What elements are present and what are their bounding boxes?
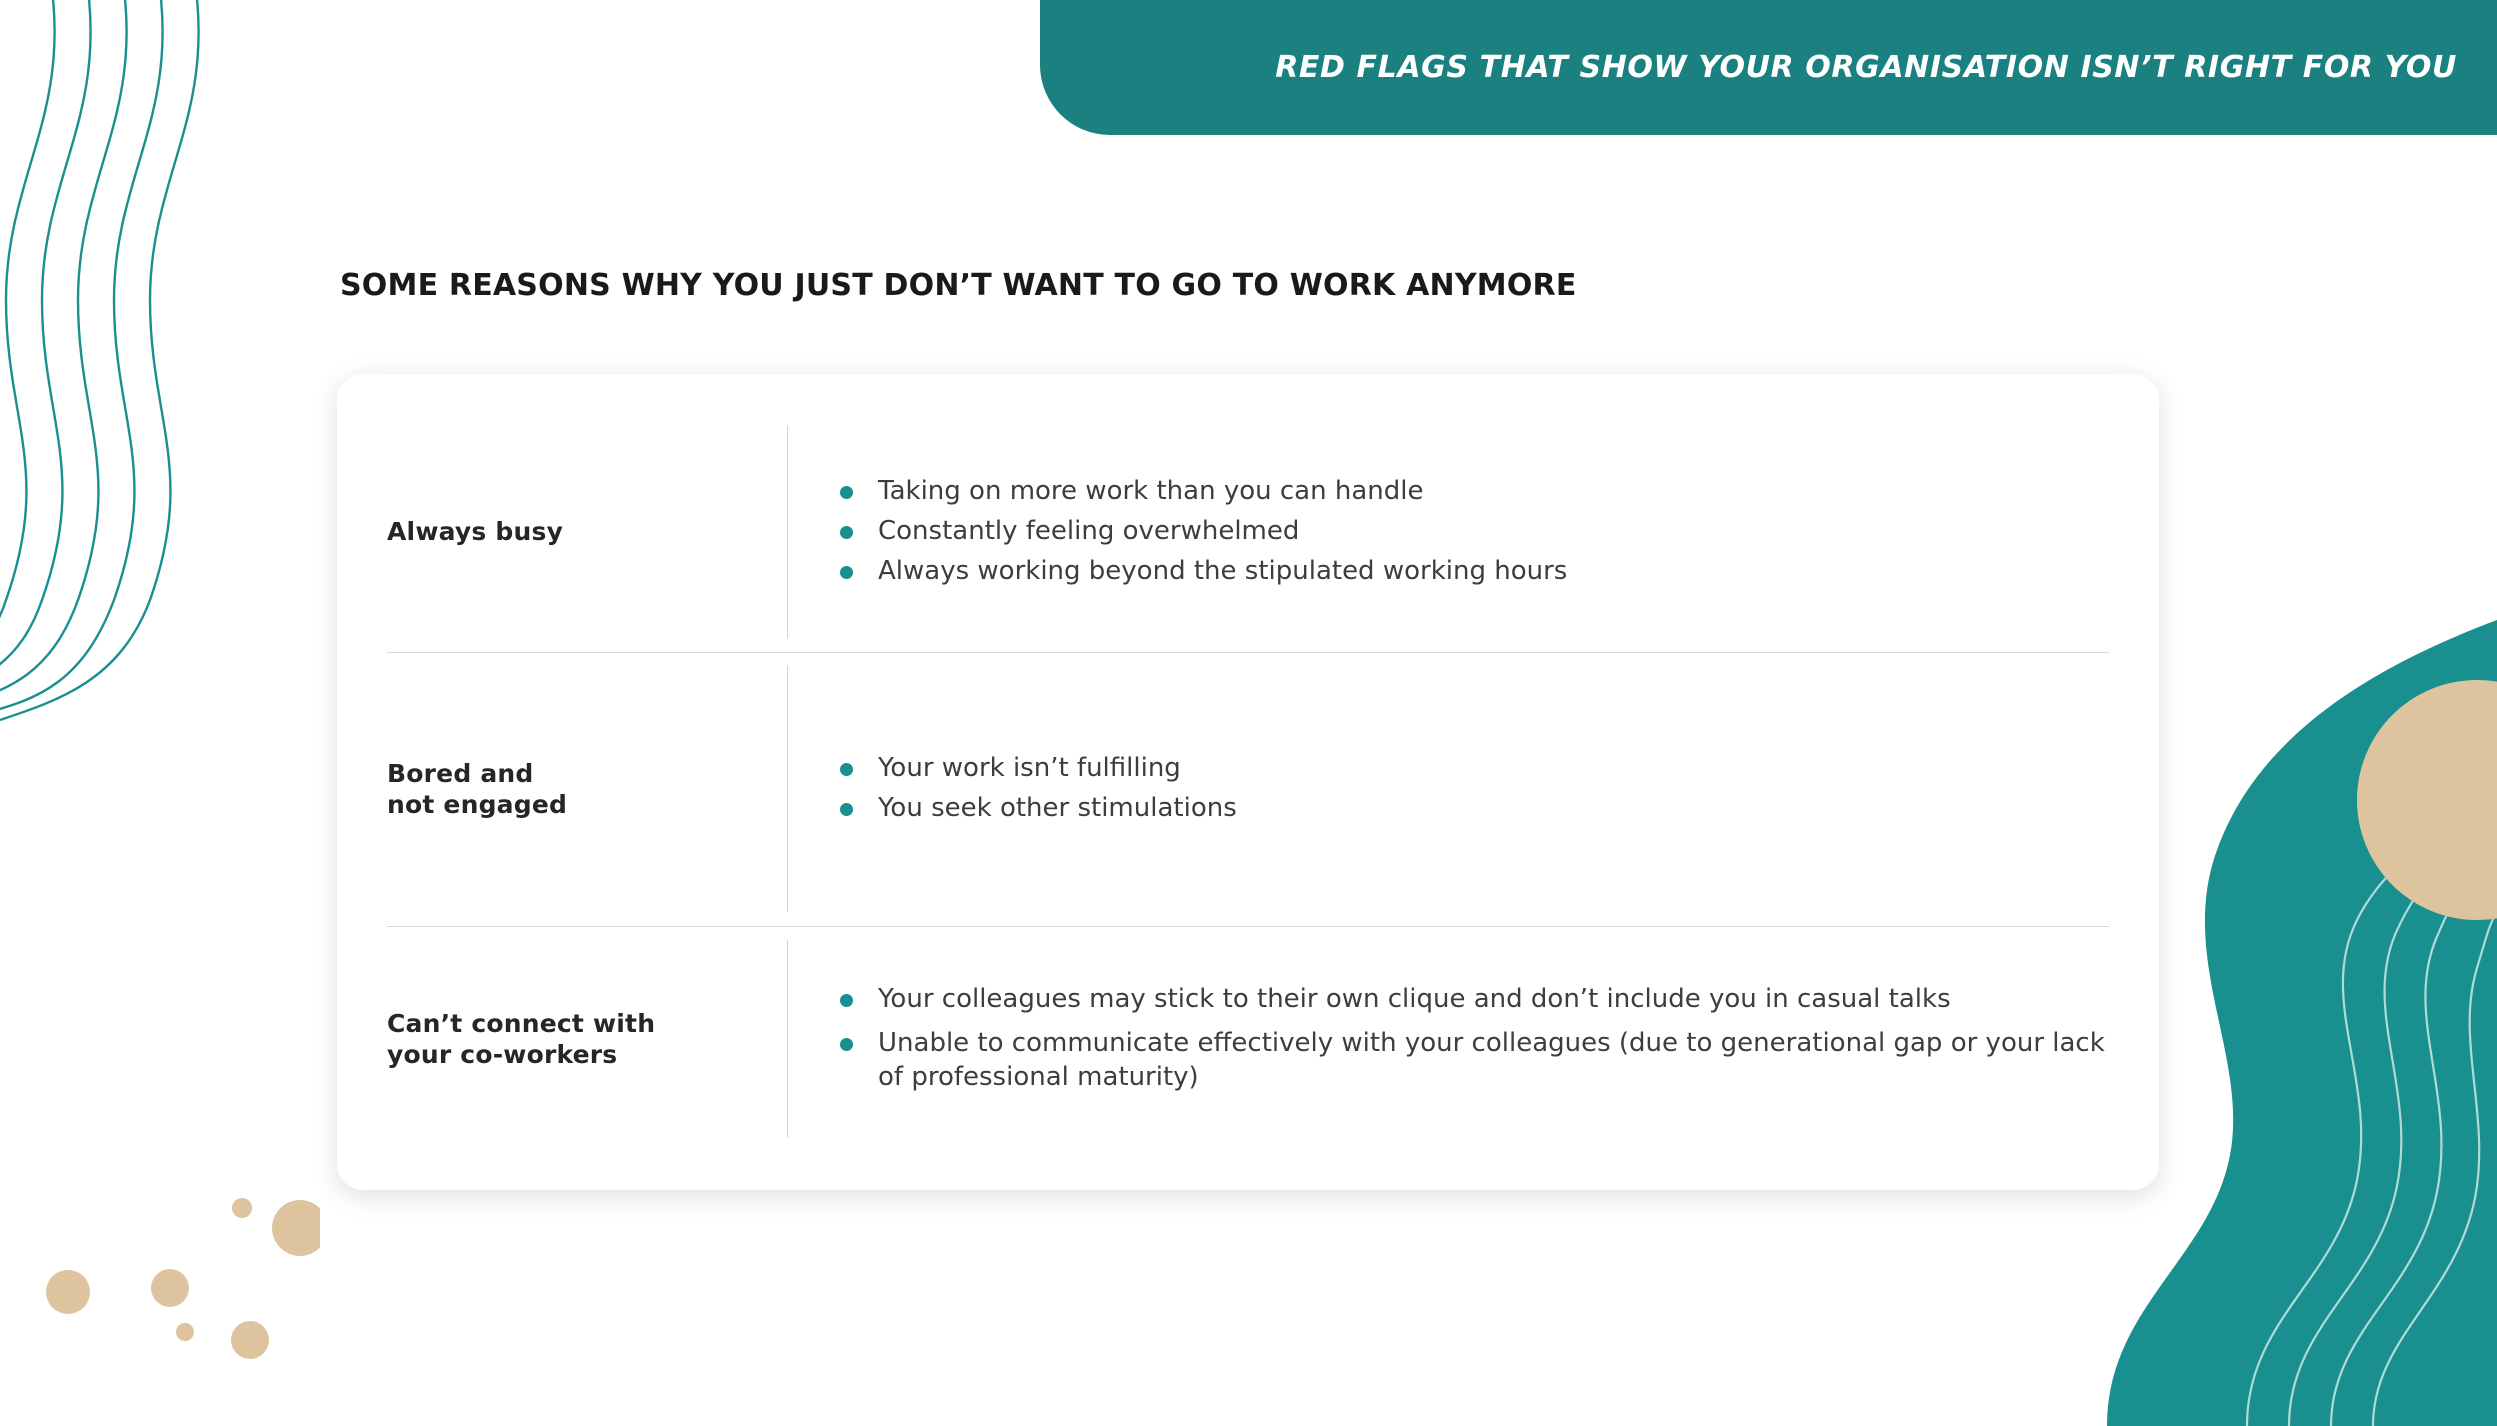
row-label-line1: Bored and — [387, 758, 534, 788]
list-item-text: Your work isn’t fulfilling — [878, 752, 1181, 783]
row-content — [788, 652, 2109, 926]
list-item — [834, 474, 2109, 508]
list-item-text: Unable to communicate effectively with your colleagues (due to generational gap or your lack of professional maturity) — [878, 1027, 2105, 1093]
list-item — [834, 1026, 2109, 1095]
bullet-dot-icon — [840, 994, 853, 1007]
bullet-dot-icon — [840, 803, 853, 816]
row-label — [387, 926, 787, 1152]
list-item-text: Always working beyond the stipulated working hours — [878, 556, 1568, 587]
list-item — [834, 791, 2109, 825]
content-card — [337, 374, 2159, 1190]
bullet-list — [834, 982, 2109, 1097]
row-content — [788, 412, 2109, 652]
table-row — [387, 926, 2109, 1152]
row-label-line1: Can’t connect with — [387, 1008, 656, 1038]
list-item — [834, 751, 2109, 785]
row-label-line2: your co-workers — [387, 1040, 618, 1069]
table-row — [387, 412, 2109, 652]
bullet-dot-icon — [840, 526, 853, 539]
list-item-text: Taking on more work than you can handle — [878, 475, 1424, 506]
list-item — [834, 982, 2109, 1016]
decorative-dots-bottom-left — [40, 1180, 320, 1380]
header-title: RED FLAGS THAT SHOW YOUR ORGANISATION ISN’T RIGHT FOR YOU — [1275, 50, 2457, 85]
row-content — [788, 926, 2109, 1152]
bullet-dot-icon — [840, 1038, 853, 1051]
row-label — [387, 652, 787, 926]
list-item — [834, 514, 2109, 548]
list-item — [834, 554, 2109, 588]
bullet-dot-icon — [840, 566, 853, 579]
table-row — [387, 652, 2109, 926]
row-label-line2: not engaged — [387, 790, 568, 819]
reasons-table — [387, 412, 2109, 1152]
bullet-list — [834, 751, 2109, 828]
bullet-list — [834, 474, 2109, 591]
bullet-dot-icon — [840, 486, 853, 499]
row-label: Always busy — [387, 517, 564, 547]
bullet-dot-icon — [840, 763, 853, 776]
list-item-text: You seek other stimulations — [878, 793, 1237, 823]
list-item-text: Constantly feeling overwhelmed — [878, 515, 1300, 546]
header-banner — [1040, 0, 2497, 135]
page-title: SOME REASONS WHY YOU JUST DON’T WANT TO GO TO WORK ANYMORE — [340, 268, 1577, 303]
list-item-text: Your colleagues may stick to their own clique and don’t include you in casual talks — [878, 983, 1951, 1014]
